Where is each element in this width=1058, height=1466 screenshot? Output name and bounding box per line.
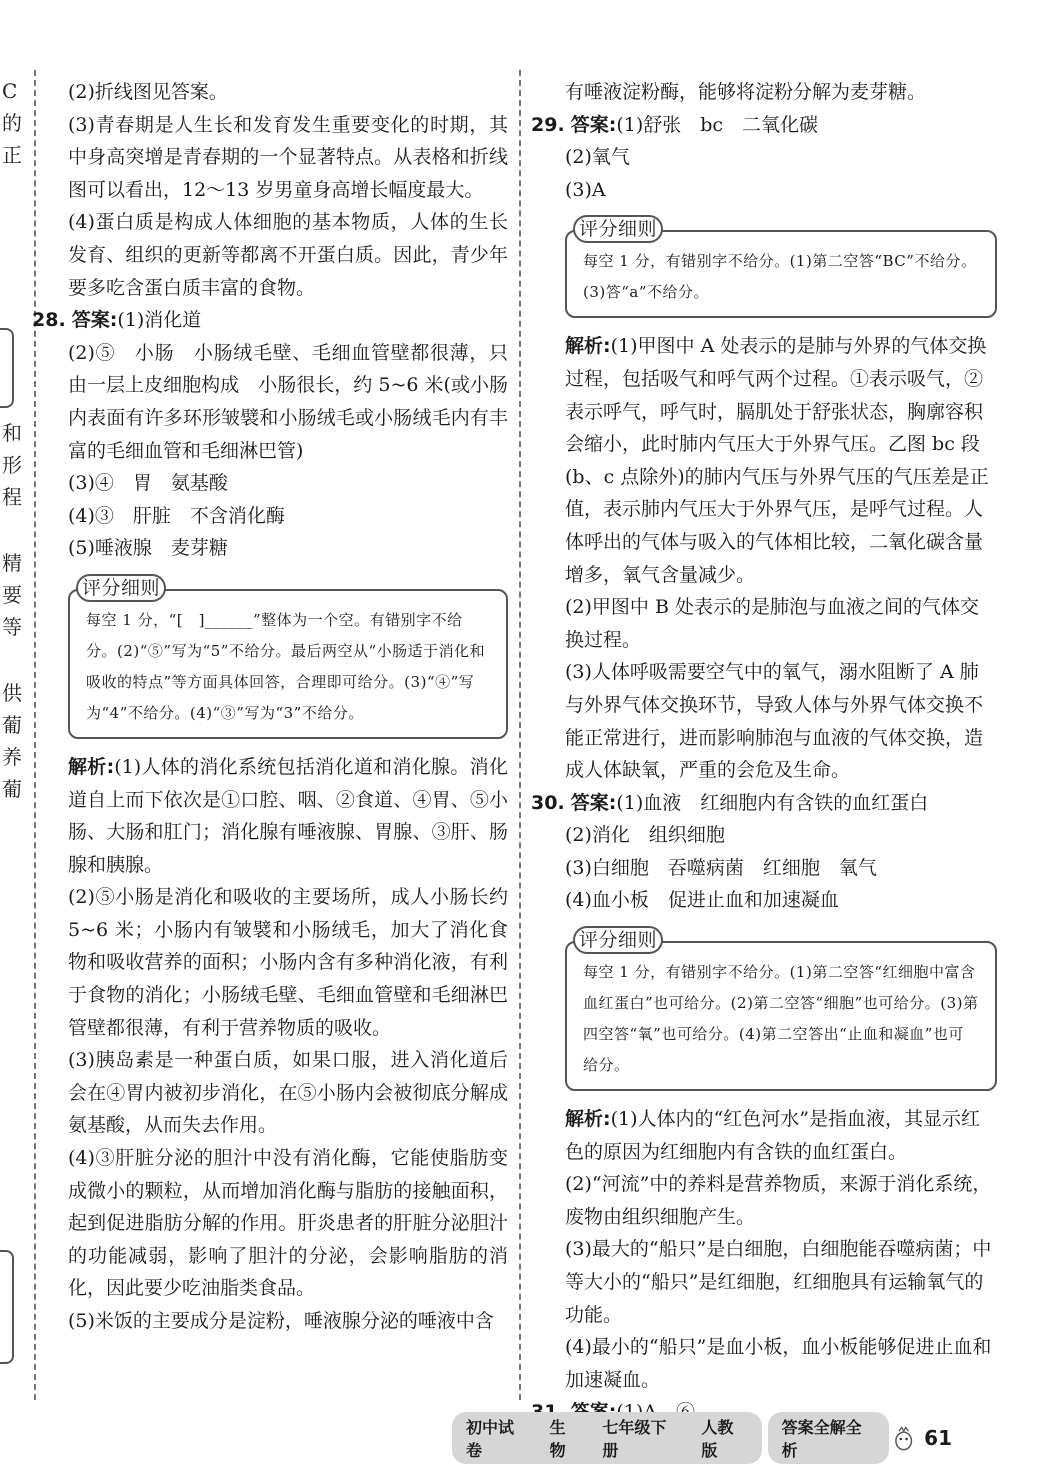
analysis-text: (1)甲图中 A 处表示的是肺与外界的气体交换过程，包括吸气和呼气两个过程。①表示吸气，②表示呼气，呼气时，膈肌处于舒张状态，胸廓容积会缩小，此时肺内气压大于外界气压。乙图 bc 段(b、c 点除外)的肺内气压与外界气压的气压差是正值，表示肺内气压大于外界气压，是呼气过程。人体呼出的气体与吸入的气体相比较，二氧化碳含量增多，氧气含量减少。 [565,335,989,586]
edge-char: 程 [2,485,22,509]
question-number: 30. [531,791,565,814]
question-28-header [32,304,508,337]
answer-label: 答案: [570,113,617,136]
answer-30-3: (3)白细胞 吞噬病菌 红细胞 氧气 [565,856,877,879]
scoring-rubric-28 [68,576,508,739]
analysis-29-2: (2)甲图中 B 处表示的是肺泡与血液之间的气体交换过程。 [565,596,979,651]
scoring-rubric-29 [565,218,997,318]
answer-28-2: (2)⑤ 小肠 小肠绒毛壁、毛细血管壁都很薄，只由一层上皮细胞构成 小肠很长，约 5~6 米(或小肠内表面有许多环形皱襞和小肠绒毛或小肠绒毛内有丰富的毛细血管和毛细淋巴管) [68,341,508,462]
answer-27-2: (2)折线图见答案。 [68,81,228,103]
footer-series: 初中试卷 [466,1418,515,1460]
answer-label: 答案: [570,791,617,814]
answer-29-3: (3)A [565,178,606,201]
footer-band [452,1412,762,1464]
answer-28-3: (3)④ 胃 氨基酸 [68,472,228,495]
edge-char: 等 [2,615,22,639]
rubric-tag: 评分细则 [573,215,663,243]
edge-char: 要 [2,583,22,607]
scoring-rubric-30 [565,929,997,1091]
footer-subject: 生物 [549,1418,566,1460]
analysis-29-3: (3)人体呼吸需要空气中的氧气，溺水阻断了 A 肺与外界气体交换环节，导致人体与外界气体交换不能正常进行，进而影响肺泡与血液的气体交换，造成人体缺氧，严重的会危及生命。 [565,661,984,782]
analysis-text: (1)人体的消化系统包括消化道和消化腺。消化道自上而下依次是①口腔、咽、②食道、④胃、⑤小肠、大肠和肛门；消化腺有唾液腺、胃腺、③肝、肠腺和胰腺。 [68,755,508,876]
analysis-30-3: (3)最大的“船只”是白细胞，白细胞能吞噬病菌；中等大小的“船只”是红细胞，红细胞具有运输氧气的功能。 [565,1238,992,1326]
edge-char: 养 [2,745,22,769]
edge-char: 葡 [2,713,22,737]
left-edge-fragment [0,70,22,1400]
answer-30-2: (2)消化 组织细胞 [565,824,725,847]
analysis-30-2: (2)“河流”中的养料是营养物质，来源于消化系统，废物由组织细胞产生。 [565,1173,992,1228]
analysis-label: 解析: [68,755,115,778]
edge-bracket [0,328,14,408]
footer-edition: 人教版 [701,1418,734,1460]
analysis-28-5-cont: 有唾液淀粉酶，能够将淀粉分解为麦芽糖。 [565,81,927,103]
answer-28-4: (4)③ 肝脏 不含消化酶 [68,504,285,527]
analysis-28-3: (3)胰岛素是一种蛋白质，如果口服，进入消化道后会在④胃内被初步消化，在⑤小肠内会被彻底分解成氨基酸，从而失去作用。 [68,1049,508,1137]
footer-grade: 七年级下册 [602,1418,667,1460]
rubric-tag: 评分细则 [76,574,166,602]
rubric-text: 每空 1 分，有错别字不给分。(1)第二空答“红细胞中富含血红蛋白”也可给分。(2)第二空答“细胞”也可给分。(3)第四空答“氧”也可给分。(4)第二空答出“止血和凝血”也可给分。 [583,963,979,1075]
answer-label: 答案: [71,309,118,332]
question-number: 29. [531,113,565,136]
answer-29-2: (2)氧气 [565,146,630,169]
answer-30-4: (4)血小板 促进止血和加速凝血 [565,889,839,912]
column-divider [519,70,521,1400]
page-footer [452,1418,952,1460]
mascot-icon [893,1425,914,1451]
edge-char: 和 [2,421,22,445]
footer-brand: 答案全解全析 [768,1412,889,1464]
right-column [531,76,997,1429]
page-number: 61 [924,1426,952,1450]
analysis-28-2: (2)⑤小肠是消化和吸收的主要场所，成人小肠长约 5~6 米；小肠内有皱襞和小肠绒毛，加大了消化食物和吸收营养的面积；小肠内含有多种消化液，有利于食物的消化；小肠绒毛壁、毛细血管壁和毛细淋巴管壁都很薄，有利于营养物质的吸收。 [68,886,508,1039]
edge-char: 形 [2,453,22,477]
analysis-28-1 [68,751,508,881]
left-cut-line [34,70,36,1400]
analysis-28-4: (4)③肝脏分泌的胆汁中没有消化酶，它能使脂肪变成微小的颗粒，从而增加消化酶与脂肪的接触面积，起到促进脂肪分解的作用。肝炎患者的肝脏分泌胆汁的功能减弱，影响了胆汁的分泌，会影响脂肪的消化，因此要少吃油脂类食品。 [68,1147,508,1300]
answer-27-3: (3)青春期是人生长和发育发生重要变化的时期，其中身高突增是青春期的一个显著特点。从表格和折线图可以看出，12～13 岁男童身高增长幅度最大。 [68,113,508,201]
analysis-30-4: (4)最小的“船只”是血小板，血小板能够促进止血和加速凝血。 [565,1336,992,1391]
edge-char: 葡 [2,777,22,801]
edge-char: C [2,79,18,103]
rubric-text: 每空 1 分，“[ ]______”整体为一个空。有错别字不给分。(2)“⑤”写为“5”不给分。最后两空从“小肠适于消化和吸收的特点”等方面具体回答，合理即可给分。(3)“④”写为“4”不给分。(4)“③”写为“3”不给分。 [86,610,486,722]
answer-27-4: (4)蛋白质是构成人体细胞的基本物质，人体的生长发育、组织的更新等都离不开蛋白质。因此，青少年要多吃含蛋白质丰富的食物。 [68,211,508,299]
analysis-29-1 [531,330,997,591]
answer-28-1: (1)消化道 [117,309,202,332]
edge-char: 正 [2,143,22,167]
question-29-header [531,109,997,142]
analysis-28-5: (5)米饭的主要成分是淀粉，唾液腺分泌的唾液中含 [68,1310,494,1332]
analysis-label: 解析: [565,1108,611,1131]
question-30-header [531,787,997,820]
edge-char: 供 [2,681,22,705]
answer-29-1: (1)舒张 bc 二氧化碳 [616,113,819,136]
analysis-label: 解析: [565,335,611,358]
rubric-tag: 评分细则 [573,926,663,954]
answer-30-1: (1)血液 红细胞内有含铁的血红蛋白 [616,791,929,814]
question-number: 28. [32,309,66,332]
edge-char: 的 [2,111,22,135]
edge-bracket [0,1250,14,1364]
rubric-text: 每空 1 分，有错别字不给分。(1)第二空答“BC”不给分。(3)答“a”不给分。 [583,252,977,302]
left-column [32,76,508,1338]
answer-28-5: (5)唾液腺 麦芽糖 [68,537,228,560]
analysis-30-1 [531,1103,997,1168]
analysis-text: (1)人体内的“红色河水”是指血液，其显示红色的原因为红细胞内有含铁的血红蛋白。 [565,1108,980,1163]
edge-char: 精 [2,551,22,575]
